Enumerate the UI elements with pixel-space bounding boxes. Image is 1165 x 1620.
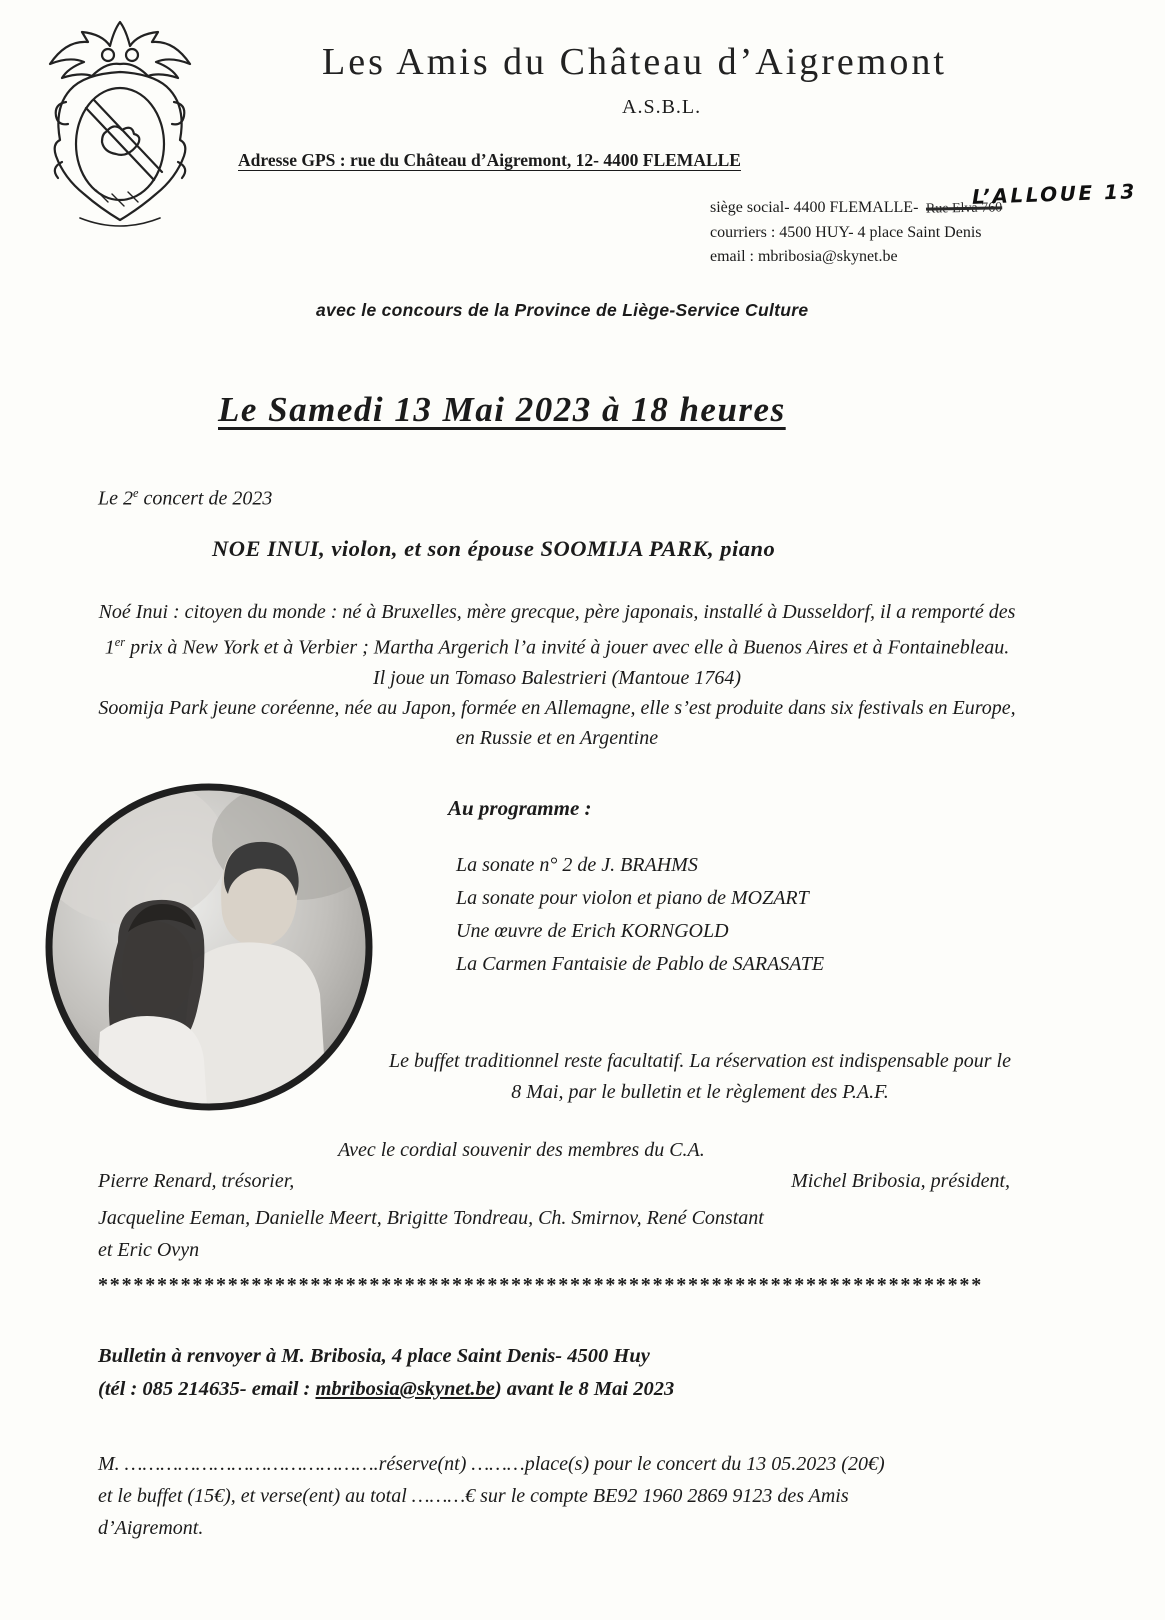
bulletin-tel: (tél : 085 214635- email :: [98, 1378, 316, 1400]
bio-text-2: prix à New York et à Verbier ; Martha Argerich l’a invité à jouer avec elle à Buenos Aires et à Fontainebleau.: [125, 636, 1010, 659]
form-line3: d’Aigremont.: [98, 1517, 204, 1539]
committee-others-line2: et Eric Ovyn: [98, 1239, 200, 1261]
coat-of-arms-logo: [36, 12, 206, 240]
concert-number: [98, 486, 272, 511]
bio-paragraph-3: Soomija Park jeune coréenne, née au Japon, formée en Allemagne, elle s’est produite dans six festivals en Europe, en Russie et en Argentine: [98, 696, 1016, 749]
asterisk-separator: ***************************************************************************: [98, 1274, 983, 1296]
bulletin-block: [98, 1340, 674, 1406]
bio-sup: er: [114, 635, 126, 649]
bulletin-line2: [98, 1373, 674, 1406]
coat-of-arms-icon: [36, 12, 206, 240]
bulletin-deadline: ) avant le 8 Mai 2023: [494, 1378, 675, 1400]
gps-address-line: Adresse GPS : rue du Château d’Aigremont, 12- 4400 FLEMALLE: [238, 150, 741, 170]
event-date-title: Le Samedi 13 Mai 2023 à 18 heures: [218, 390, 786, 429]
siege-struck-text: Rue Elva 760: [926, 200, 1003, 217]
treasurer-name: Pierre Renard, trésorier,: [98, 1170, 295, 1192]
form-line2: et le buffet (15€), et verse(ent) au total ………€ sur le compte BE92 1960 2869 9123 des Amis: [98, 1485, 849, 1507]
bio-paragraph-2: Il joue un Tomaso Balestrieri (Mantoue 1764): [372, 666, 742, 689]
form-line1: M. …………………………………….réserve(nt) ………place(s) pour le concert du 13 05.2023 (20€): [98, 1453, 885, 1475]
siege-social-line: [710, 179, 1138, 221]
page-title: Les Amis du Château d’Aigremont: [322, 41, 947, 83]
president-name: Michel Bribosia, président,: [791, 1170, 1010, 1192]
programme-item: Une œuvre de Erich KORNGOLD: [456, 920, 729, 942]
buffet-note: Le buffet traditionnel reste facultatif. La réservation est indispensable pour le 8 Mai, par le bulletin et le règlement des P.A.F.: [389, 1050, 1011, 1103]
committee-others: [98, 1202, 764, 1266]
programme-item: La sonate pour violon et piano de MOZART: [456, 887, 809, 909]
asbl-subtitle: A.S.B.L.: [622, 96, 702, 118]
handwritten-annotation: L’ALLOUE 13: [971, 179, 1138, 209]
cordial-line: Avec le cordial souvenir des membres du C.A.: [338, 1139, 705, 1161]
bio-paragraph-1: [88, 597, 1026, 663]
contact-block: [710, 179, 1138, 269]
courriers-line: courriers : 4500 HUY- 4 place Saint Denis: [710, 224, 982, 241]
concert-number-sup: e: [133, 486, 139, 500]
bulletin-line1: Bulletin à renvoyer à M. Bribosia, 4 place Saint Denis- 4500 Huy: [98, 1345, 650, 1367]
bio-block: [88, 597, 1026, 753]
performers-photo-image: [42, 780, 377, 1115]
performers-photo: [42, 780, 377, 1115]
committee-row: [98, 1170, 1010, 1193]
concert-number-prefix: Le 2: [98, 487, 133, 510]
bulletin-email: mbribosia@skynet.be: [315, 1378, 495, 1400]
performers-line: NOE INUI, violon, et son épouse SOOMIJA PARK, piano: [212, 536, 776, 561]
programme-item: La Carmen Fantaisie de Pablo de SARASATE: [456, 953, 825, 975]
reservation-form: [98, 1448, 1058, 1544]
bio-text-1: Noé Inui : citoyen du monde : né à Bruxelles, mère grecque, père japonais, installé à Dusseldorf, il a remporté des 1: [98, 601, 1016, 659]
committee-others-line1: Jacqueline Eeman, Danielle Meert, Brigitte Tondreau, Ch. Smirnov, René Constant: [98, 1207, 764, 1229]
email-line: email : mbribosia@skynet.be: [710, 248, 898, 265]
programme-item: La sonate n° 2 de J. BRAHMS: [456, 854, 698, 876]
programme-heading: Au programme :: [448, 796, 592, 820]
programme-block: [448, 796, 824, 981]
concert-number-suffix: concert de 2023: [138, 487, 273, 510]
siege-printed-text: siège social- 4400 FLEMALLE-: [710, 199, 919, 216]
province-credit-line: avec le concours de la Province de Liège-Service Culture: [316, 300, 809, 320]
